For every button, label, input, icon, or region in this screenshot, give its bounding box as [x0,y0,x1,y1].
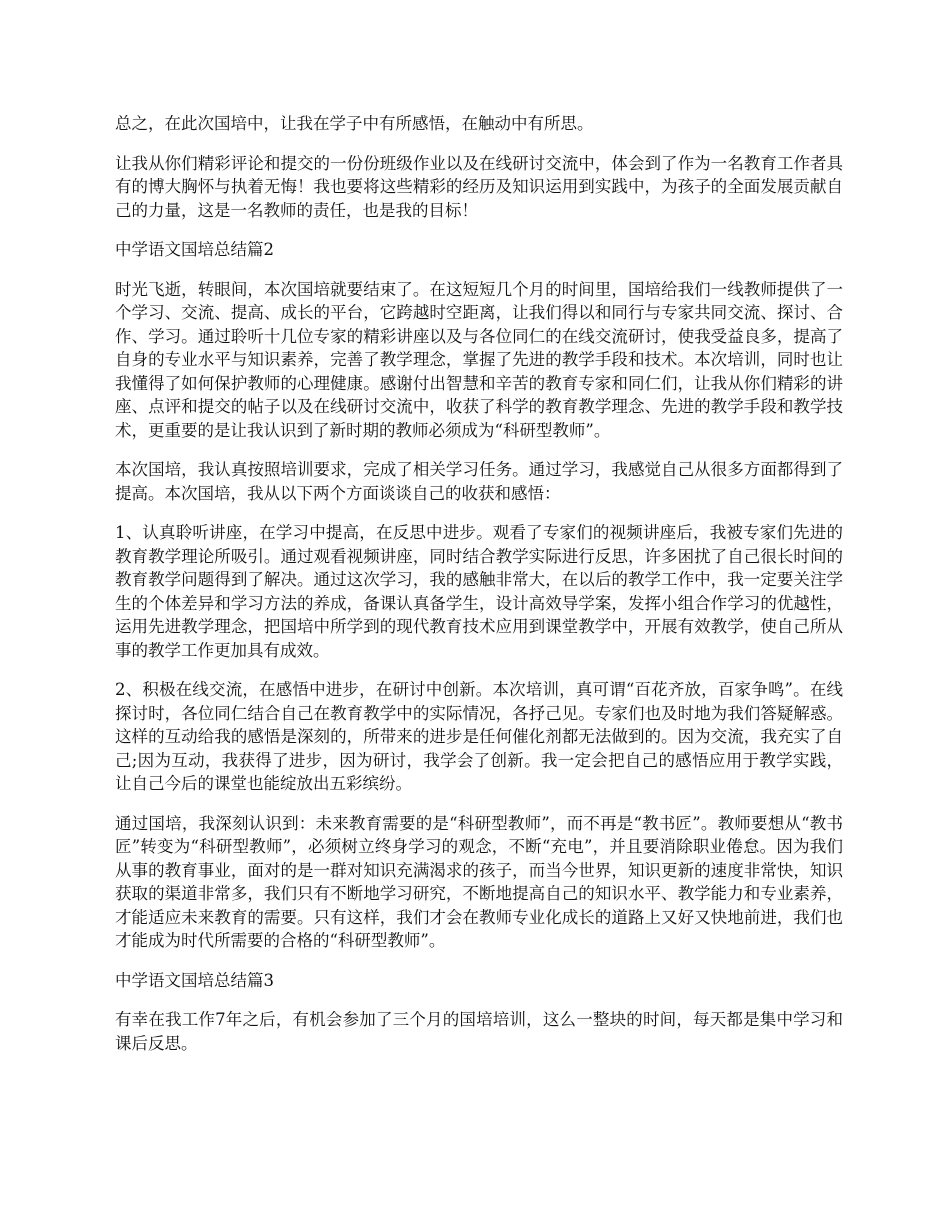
paragraph-seven-years: 有幸在我工作7年之后，有机会参加了三个月的国培培训，这么一整块的时间，每天都是集中学习和课后反思。 [115,1010,843,1053]
paragraph-research-teacher: 通过国培，我深刻认识到：未来教育需要的是“科研型教师”，而不再是“教书匠”。教师要想从“教书匠”转变为“科研型教师”，必须树立终身学习的观念，不断“充电”，并且要消除职业倦怠。因为我们从事的教育事业，面对的是一群对知识充满渴求的孩子，而当今世界，知识更新的速度非常快，知识获取的渠道非常多，我们只有不断地学习研究，不断地提高自己的知识水平、教学能力和专业素养，才能适应未来教育的需要。只有这样，我们才会在教师专业化成长的道路上又好又快地前进，我们也才能成为时代所需要的合格的“科研型教师”。 [115,813,843,950]
paragraph-time-flies: 时光飞逝，转眼间，本次国培就要结束了。在这短短几个月的时间里，国培给我们一线教师提供了一个学习、交流、提高、成长的平台，它跨越时空距离，让我们得以和同行与专家共同交流、探讨、合作、学习。通过聆听十几位专家的精彩讲座以及与各位同仁的在线交流研讨，使我受益良多，提高了自身的专业水平与知识素养，完善了教学理念，掌握了先进的教学手段和技术。本次培训，同时也让我懂得了如何保护教师的心理健康。感谢付出智慧和辛苦的教育专家和同仁们，让我从你们精彩的讲座、点评和提交的帖子以及在线研讨交流中，收获了科学的教育教学理念、先进的教学手段和教学技术，更重要的是让我认识到了新时期的教师必须成为“科研型教师”。 [115,279,843,440]
paragraph-training-tasks: 本次国培，我认真按照培训要求，完成了相关学习任务。通过学习，我感觉自己从很多方面都得到了提高。本次国培，我从以下两个方面谈谈自己的收获和感悟： [115,460,843,503]
paragraph-reflection: 让我从你们精彩评论和提交的一份份班级作业以及在线研讨交流中，体会到了作为一名教育工作者具有的博大胸怀与执着无悔！我也要将这些精彩的经历及知识运用到实践中，为孩子的全面发展贡献自己的力量，这是一名教师的责任，也是我的目标！ [115,153,843,220]
section-heading-2: 中学语文国培总结篇2 [115,240,274,259]
paragraph-point-2: 2、积极在线交流，在感悟中进步，在研讨中创新。本次培训，真可谓“百花齐放，百家争鸣”。在线探讨时，各位同仁结合自己在教育教学中的实际情况，各抒己见。专家们也及时地为我们答疑解惑。这样的互动给我的感悟是深刻的，所带来的进步是任何催化剂都无法做到的。因为交流，我充实了自己;因为互动，我获得了进步，因为研讨，我学会了创新。我一定会把自己的感悟应用于教学实践，让自己今后的课堂也能绽放出五彩缤纷。 [115,680,843,793]
paragraph-conclusion: 总之，在此次国培中，让我在学子中有所感悟，在触动中有所思。 [115,114,594,133]
document-body [115,112,843,1071]
section-heading-3: 中学语文国培总结篇3 [115,970,274,990]
paragraph-point-1: 1、认真聆听讲座，在学习中提高，在反思中进步。观看了专家们的视频讲座后，我被专家们先进的教育教学理论所吸引。通过观看视频讲座，同时结合教学实际进行反思，许多困扰了自己很长时间的教育教学问题得到了解决。通过这次学习，我的感触非常大，在以后的教学工作中，我一定要关注学生的个体差异和学习方法的养成，备课认真备学生，设计高效导学案，发挥小组合作学习的优越性，运用先进教学理念，把国培中所学到的现代教育技术应用到课堂教学中，开展有效教学，使自己所从事的教学工作更加具有成效。 [115,523,843,660]
